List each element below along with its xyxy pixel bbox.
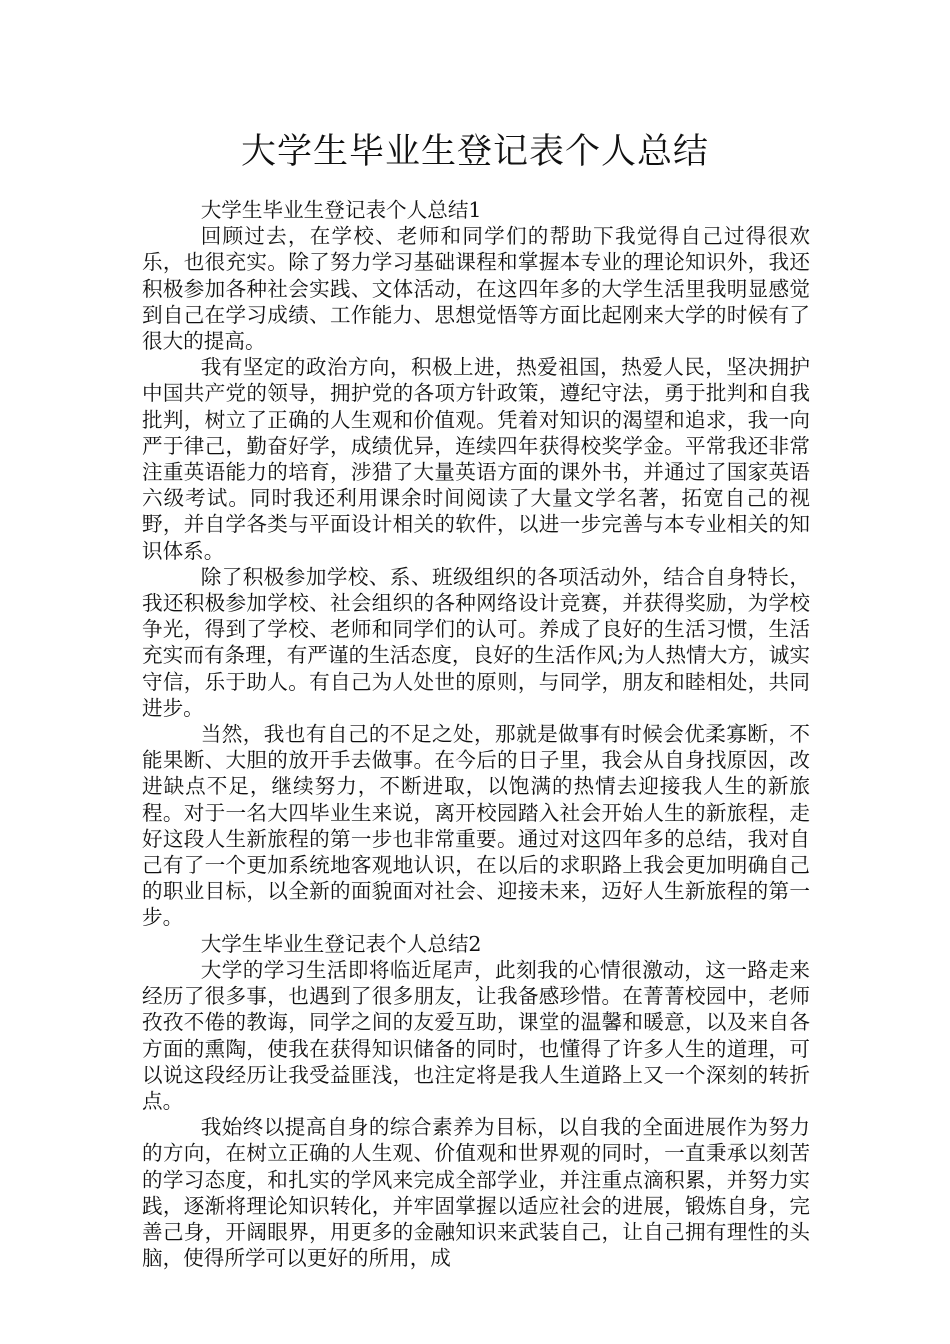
paragraph: 我有坚定的政治方向，积极上进，热爱祖国，热爱人民，坚决拥护中国共产党的领导，拥护党的各项方针政策，遵纪守法，勇于批判和自我批判，树立了正确的人生观和价值观。凭着对知识的渴望和追求，我一向严于律己，勤奋好学，成绩优异，连续四年获得校奖学金。平常我还非常注重英语能力的培育，涉猎了大量英语方面的课外书，并通过了国家英语六级考试。同时我还利用课余时间阅读了大量文学名著，拓宽自己的视野，并自学各类与平面设计相关的软件，以进一步完善与本专业相关的知识体系。 — [142, 355, 810, 563]
paragraph: 除了积极参加学校、系、班级组织的各项活动外，结合自身特长，我还积极参加学校、社会组织的各种网络设计竞赛，并获得奖励，为学校争光，得到了学校、老师和同学们的认可。养成了良好的生活习惯，生活充实而有条理，有严谨的生活态度，良好的生活作风;为人热情大方，诚实守信，乐于助人。有自己为人处世的原则，与同学，朋友和睦相处，共同进步。 — [142, 564, 810, 720]
paragraph: 当然，我也有自己的不足之处，那就是做事有时候会优柔寡断，不能果断、大胆的放开手去做事。在今后的日子里，我会从自身找原因，改进缺点不足，继续努力，不断进取，以饱满的热情去迎接我人生的新旅程。对于一名大四毕业生来说，离开校园踏入社会开始人生的新旅程，走好这段人生新旅程的第一步也非常重要。通过对这四年多的总结，我对自己有了一个更加系统地客观地认识，在以后的求职路上我会更加明确自己的职业目标，以全新的面貌面对社会、迎接未来，迈好人生新旅程的第一步。 — [142, 722, 810, 930]
section-heading-2: 大学生毕业生登记表个人总结2 — [200, 931, 482, 956]
paragraph: 我始终以提高自身的综合素养为目标，以自我的全面进展作为努力的方向，在树立正确的人生观、价值观和世界观的同时，一直秉承以刻苦的学习态度，和扎实的学风来完成全部学业，并注重点滴积累，并努力实践，逐渐将理论知识转化，并牢固掌握以适应社会的进展，锻炼自身，完善己身，开阔眼界，用更多的金融知识来武装自己，让自己拥有理性的头脑，使得所学可以更好的所用，成 — [142, 1115, 810, 1271]
paragraph: 大学的学习生活即将临近尾声，此刻我的心情很激动，这一路走来经历了很多事，也遇到了很多朋友，让我备感珍惜。在菁菁校园中，老师孜孜不倦的教诲，同学之间的友爱互助，课堂的温馨和暖意，以及来自各方面的熏陶，使我在获得知识储备的同时，也懂得了许多人生的道理，可以说这段经历让我受益匪浅，也注定将是我人生道路上又一个深刻的转折点。 — [142, 957, 810, 1113]
section-heading-1: 大学生毕业生登记表个人总结1 — [200, 198, 482, 222]
document-body — [142, 197, 810, 1271]
document-title: 大学生毕业生登记表个人总结 — [240, 132, 709, 172]
paragraph: 回顾过去，在学校、老师和同学们的帮助下我觉得自己过得很欢乐，也很充实。除了努力学习基础课程和掌握本专业的理论知识外，我还积极参加各种社会实践、文体活动，在这四年多的大学生活里我明显感觉到自己在学习成绩、工作能力、思想觉悟等方面比起刚来大学的时候有了很大的提高。 — [142, 224, 810, 354]
